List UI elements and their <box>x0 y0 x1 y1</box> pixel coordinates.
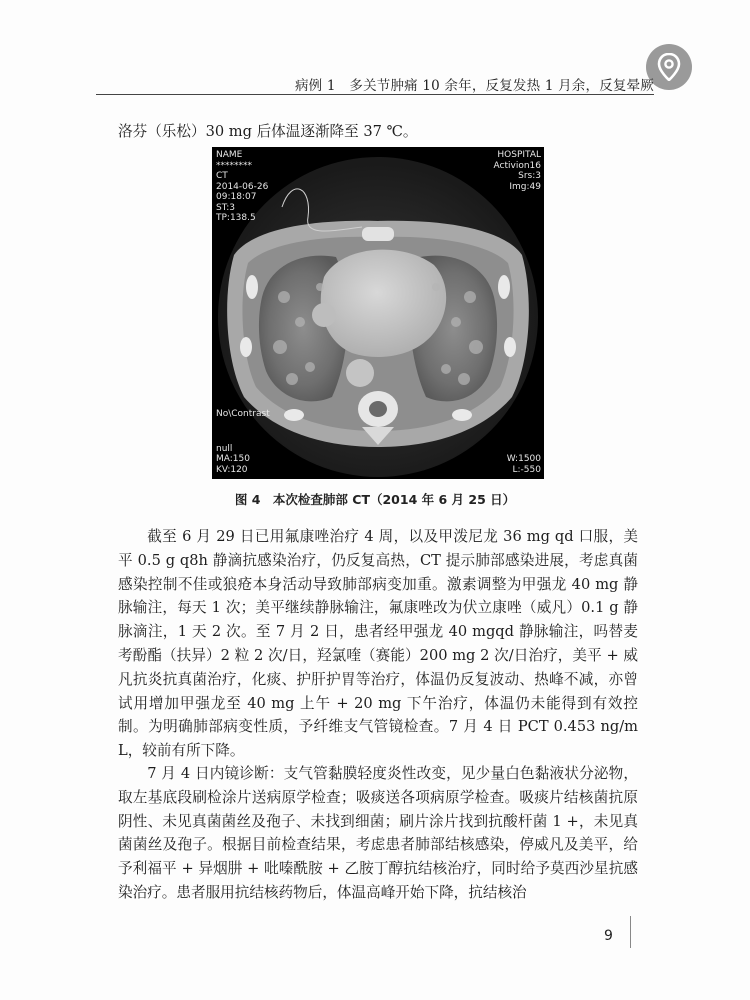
ct-overlay-middle-left: No\Contrast <box>216 409 270 419</box>
ct-overlay-bottom-right: W:1500 L:-550 <box>506 454 541 475</box>
ct-scan-image <box>212 147 544 479</box>
location-pin-icon <box>657 53 681 81</box>
paragraph: 7 月 4 日内镜诊断：支气管黏膜轻度炎性改变，见少量白色黏液状分泌物，取左基底段刷检涂片送病原学检查；吸痰送各项病原学检查。吸痰片结核菌抗原阴性、未见真菌菌丝及孢子、未找到细菌；刷片涂片找到抗酸杆菌 1 +，未见真菌菌丝及孢子。根据目前检查结果，考虑患者肺部结核感染，停威凡及美平，给予利福平 + 异烟肼 + 吡嗪酰胺 + 乙胺丁醇抗结核治疗，同时给予莫西沙星抗感染治疗。患者服用抗结核药物后，体温高峰开始下降，抗结核治 <box>118 765 638 901</box>
paragraph: 洛芬（乐松）30 mg 后体温逐渐降至 37 ℃。 <box>118 123 418 140</box>
ct-overlay-top-right: HOSPITAL Activion16 Srs:3 Img:49 <box>493 150 541 192</box>
ct-overlay-top-left: NAME ******** CT 2014-06-26 09:18:07 ST:3 TP:138.5 <box>216 150 269 223</box>
figure-caption: 图 4 本次检查肺部 CT（2014 年 6 月 25 日） <box>234 492 516 507</box>
header-rule <box>96 94 654 95</box>
ct-overlay-bottom-left: null MA:150 KV:120 <box>216 443 250 475</box>
page-number-divider <box>630 916 631 948</box>
paragraph: 截至 6 月 29 日已用氟康唑治疗 4 周，以及甲泼尼龙 36 mg qd 口服，美平 0.5 g q8h 静滴抗感染治疗，仍反复高热，CT 提示肺部感染进展，考虑真菌感染控制不佳或狼疮本身活动导致肺部病变加重。激素调整为甲强龙 40 mg 静脉输注，每天 1 次；美平继续静脉输注，氟康唑改为伏立康唑（威凡）0.1 g 静脉滴注，1 天 2 次。至 7 月 2 日，患者经甲强龙 40 mgqd 静脉输注，吗替麦考酚酯（扶异）2 粒 2 次/日，羟氯喹（赛能）200 mg 2 次/日治疗，美平 + 威凡抗炎抗真菌治疗，化痰、护肝护胃等治疗，体温仍反复波动、热峰不减，亦曾试用增加甲强龙至 40 mg 上午 + 20 mg 下午治疗，体温仍未能得到有效控制。为明确肺部病变性质，予纤维支气管镜检查。7 月 4 日 PCT 0.453 ng/mL，较前有所下降。 <box>118 528 638 760</box>
page-number: 9 <box>604 928 613 944</box>
running-title: 病例 1 多关节肿痛 10 余年，反复发热 1 月余，反复晕厥 <box>294 78 654 94</box>
